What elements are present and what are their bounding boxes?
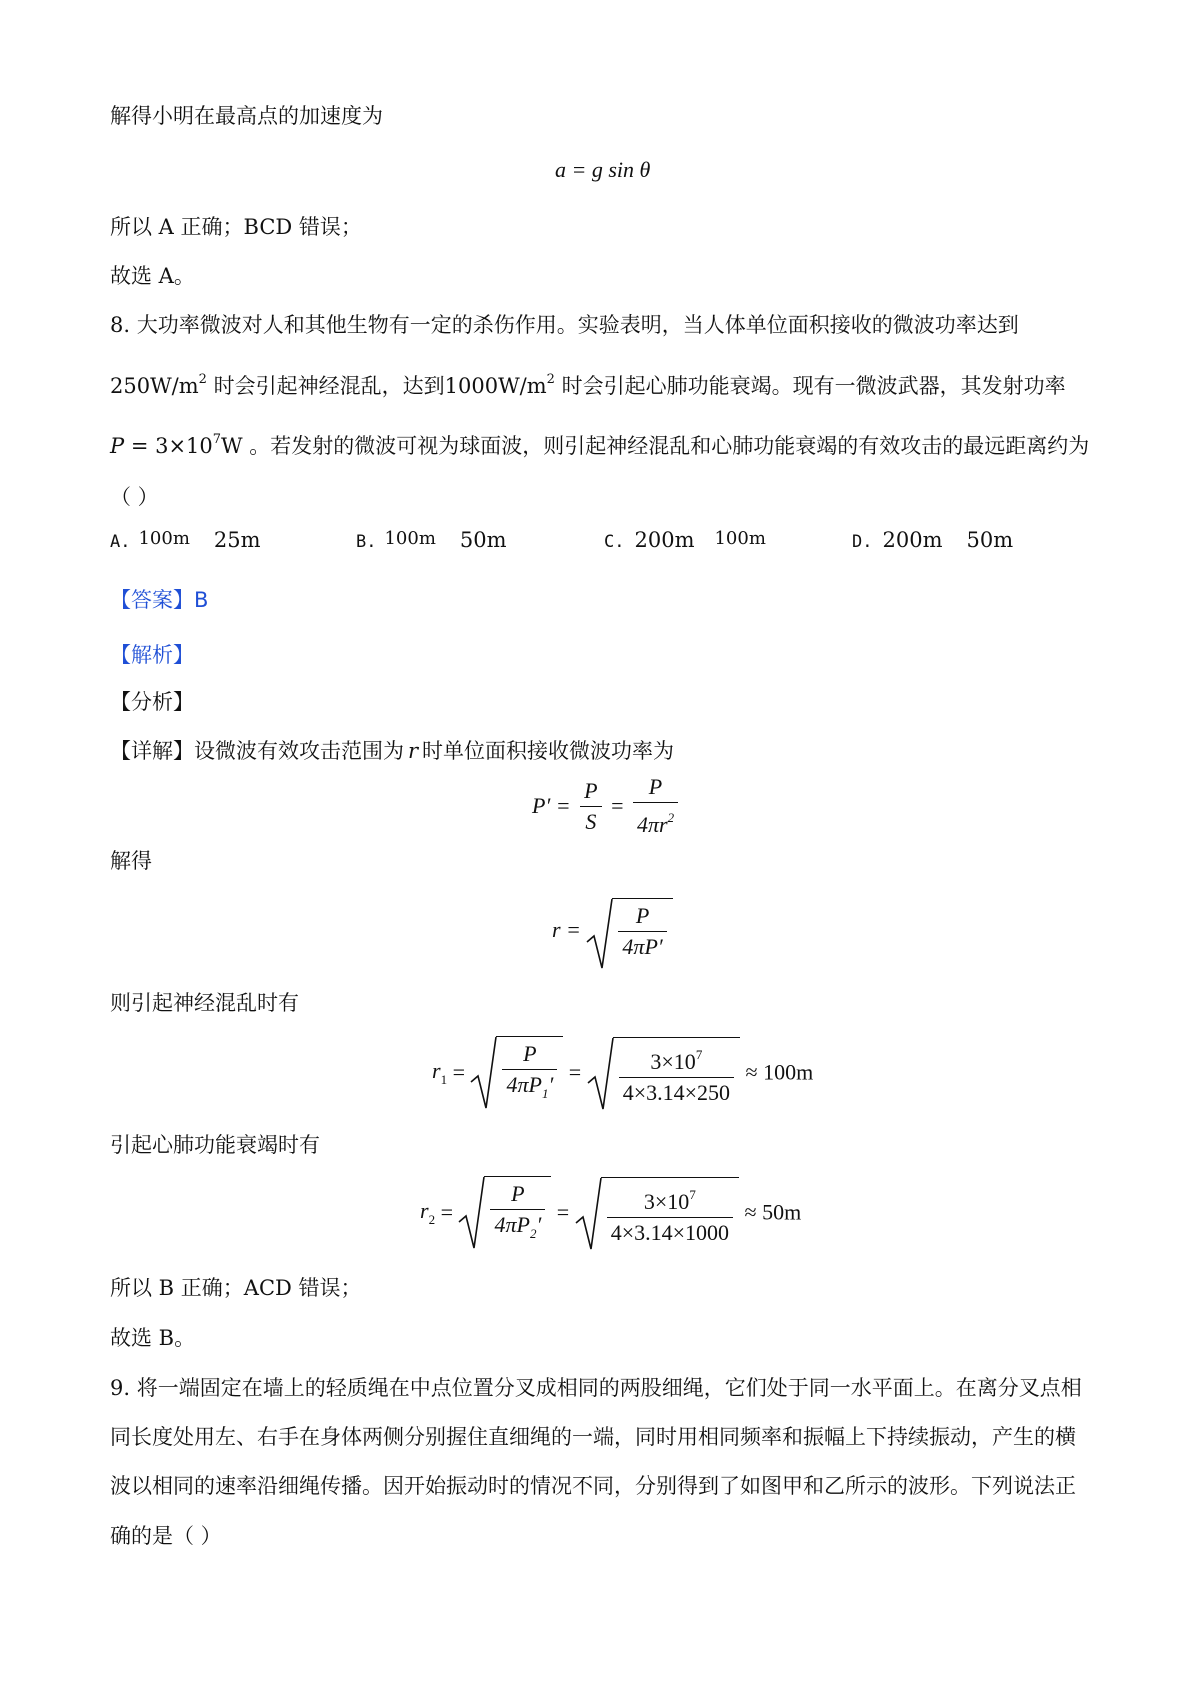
question-8-bracket: （ ）	[110, 485, 159, 509]
radical-sign-icon	[586, 898, 614, 970]
option-value: 25m	[213, 528, 261, 552]
prime: ′	[536, 1212, 542, 1237]
answer-value: B	[194, 588, 209, 612]
superscript: 2	[546, 372, 555, 387]
numerator	[607, 1180, 733, 1218]
numerator-text: 3×10	[643, 1189, 690, 1214]
numerator-text: 3×10	[650, 1049, 696, 1074]
equals: =	[452, 1059, 465, 1085]
equation-power-density	[532, 772, 682, 840]
option-label: B.	[356, 532, 377, 552]
equals: =	[556, 1199, 570, 1225]
symbol-r: r	[408, 739, 419, 763]
superscript: 7	[695, 1047, 703, 1062]
text-line: 故选 B。	[110, 1326, 196, 1350]
result: ≈ 50m	[744, 1199, 802, 1225]
text-span: = 3×10	[124, 434, 213, 458]
option-value: 50m	[966, 528, 1014, 552]
superscript: 7	[212, 432, 222, 447]
text-line: 所以 A 正确；BCD 错误；	[110, 215, 362, 239]
option-value: 100m	[384, 528, 436, 549]
square-root	[458, 1176, 551, 1249]
fraction	[618, 901, 666, 962]
radicand	[496, 1036, 563, 1109]
text-line: 解得	[110, 849, 152, 873]
text-span: W 。若发射的微波可视为球面波，则引起神经混乱和心肺功能衰竭的有效攻击的最远距离约为	[221, 434, 1090, 458]
square-root	[575, 1177, 739, 1248]
equals: =	[611, 793, 624, 818]
eq-lhs: r =	[552, 917, 581, 942]
denominator	[633, 803, 678, 840]
subscript: 2	[428, 1211, 436, 1227]
radicand	[484, 1176, 551, 1249]
radical-sign-icon	[587, 1037, 615, 1111]
option-value: 200m	[634, 528, 695, 552]
text-line: 解得小明在最高点的加速度为	[110, 104, 383, 128]
subscript: 1	[440, 1071, 448, 1087]
prime: ′	[548, 1072, 554, 1097]
equals: =	[440, 1199, 453, 1225]
denominator-text: 4πr	[636, 812, 668, 837]
detail-line	[110, 736, 674, 766]
radicand	[612, 898, 672, 962]
text-line: 故选 A。	[110, 264, 195, 288]
eq-lhs	[420, 1197, 436, 1227]
radical-sign-icon	[470, 1036, 498, 1110]
text-span: 时会引起神经混乱，达到	[206, 374, 445, 398]
denominator	[490, 1210, 545, 1249]
answer-line	[110, 585, 208, 615]
denominator-text: 4πP	[506, 1072, 542, 1097]
equation-radius	[552, 898, 673, 962]
square-root	[586, 898, 672, 962]
numerator: P	[490, 1179, 545, 1210]
numerator: P	[618, 901, 666, 932]
denominator-text: 4πP	[494, 1212, 530, 1237]
analysis-heading: 【分析】	[110, 690, 194, 714]
option-value: 50m	[459, 528, 507, 552]
option-label: D.	[852, 532, 873, 552]
square-root	[470, 1036, 563, 1109]
radical-sign-icon	[575, 1177, 603, 1251]
option-value: 100m	[138, 528, 190, 549]
numerator: P	[633, 772, 678, 803]
option-a[interactable]	[110, 528, 261, 552]
subscript: 1	[541, 1086, 549, 1101]
superscript: 2	[198, 372, 207, 387]
question-8-line	[110, 365, 1066, 401]
fraction	[633, 772, 678, 840]
text-span: 【详解】设微波有效攻击范围为	[110, 739, 404, 763]
question-8-line: 8. 大功率微波对人和其他生物有一定的杀伤作用。实验表明，当人体单位面积接收的微波功率达到	[110, 313, 1019, 337]
radicand	[601, 1177, 739, 1248]
superscript: 2	[667, 810, 675, 825]
denominator: 4×3.14×250	[622, 1080, 731, 1105]
eq-lhs	[432, 1057, 448, 1087]
numerator: P	[580, 776, 601, 807]
power-value-250: 250W/m	[110, 374, 199, 398]
option-label: A.	[110, 532, 131, 552]
fraction	[490, 1179, 545, 1249]
equation-r1	[432, 1036, 813, 1109]
denominator: 4×3.14×1000	[610, 1220, 730, 1245]
text-span: 时会引起心肺功能衰竭。现有一微波武器，其发射功率	[554, 374, 1066, 398]
subscript: 2	[529, 1226, 537, 1241]
option-c[interactable]	[604, 528, 766, 552]
denominator: 4πP′	[622, 934, 663, 959]
fraction	[619, 1040, 734, 1108]
text-line: 则引起神经混乱时有	[110, 991, 299, 1015]
radical-sign-icon	[458, 1176, 486, 1250]
fraction	[502, 1039, 557, 1109]
symbol-p: P	[110, 434, 125, 458]
numerator	[619, 1040, 734, 1078]
option-label: C.	[604, 532, 625, 552]
question-8-line	[110, 425, 1089, 461]
question-9-line: 确的是（ ）	[110, 1524, 222, 1548]
option-value: 200m	[882, 528, 943, 552]
symbol-r: r	[420, 1197, 429, 1223]
eq-lhs: P′ =	[532, 793, 571, 818]
denominator	[502, 1070, 557, 1109]
power-value-1000: 1000W/m	[444, 374, 547, 398]
question-9-line: 9. 将一端固定在墙上的轻质绳在中点位置分叉成相同的两股细绳，它们处于同一水平面上。在离分叉点相	[110, 1376, 1082, 1400]
fraction	[580, 776, 601, 837]
superscript: 7	[689, 1187, 696, 1202]
analysis-tag: 【解析】	[110, 643, 194, 667]
symbol-r: r	[432, 1057, 441, 1083]
option-value: 100m	[714, 528, 766, 549]
equals: =	[568, 1059, 582, 1085]
text-span: 时单位面积接收微波功率为	[422, 739, 675, 763]
option-b[interactable]	[356, 528, 507, 552]
radicand	[613, 1037, 740, 1108]
result: ≈ 100m	[745, 1059, 814, 1085]
answer-tag: 【答案】	[110, 588, 194, 612]
square-root	[587, 1037, 740, 1108]
numerator: P	[502, 1039, 557, 1070]
question-9-line: 同长度处用左、右手在身体两侧分别握住直细绳的一端，同时用相同频率和振幅上下持续振动，产生的横	[110, 1425, 1076, 1449]
text-line: 引起心肺功能衰竭时有	[110, 1133, 320, 1157]
option-d[interactable]	[852, 528, 1013, 552]
denominator: S	[585, 808, 597, 834]
fraction	[607, 1180, 733, 1248]
equation-r2	[420, 1176, 801, 1249]
equation-acceleration: a = g sin θ	[555, 157, 651, 182]
question-9-line: 波以相同的速率沿细绳传播。因开始振动时的情况不同，分别得到了如图甲和乙所示的波形。下列说法正	[110, 1474, 1076, 1498]
text-line: 所以 B 正确；ACD 错误；	[110, 1276, 362, 1300]
